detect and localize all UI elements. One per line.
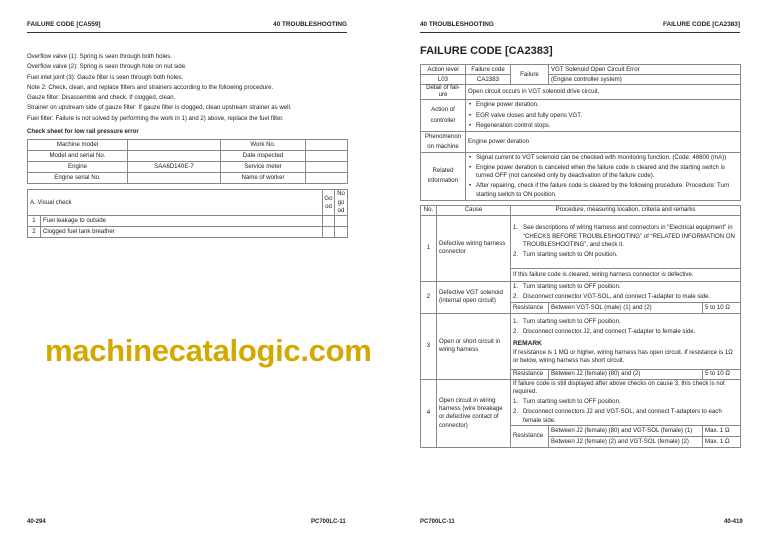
left-body-text: [27, 52, 347, 124]
cell-text: Failure: [511, 65, 549, 85]
cell-text: VGT Solenoid Open Circuit Error: [549, 65, 741, 75]
left-page-header: [27, 21, 347, 33]
cell-text: If failure code is still displayed after above checks on cause 3, this check is not required.: [513, 379, 725, 395]
table-row: 3 Open or short circuit in wiring harness 1. Turn starting switch to OFF position. 2. Disconnect connector J2, and connect T-adapter to female side. REMARK If resistance is 1 MΩ or higher, wiring harness has open circuit. If resistance is 1Ω or below, wiring harness has short circuit.: [421, 313, 741, 369]
cell-text: 2: [421, 281, 437, 313]
cell-text: [306, 151, 348, 162]
text-line: Fuel inlet joint (3): Gauze filter is seen through both holes.: [27, 73, 184, 81]
cell-text: [128, 140, 221, 151]
cell-text: Disconnect connector J2, and connect T-adapter to female side.: [523, 327, 696, 335]
cell-text: Resistance: [511, 369, 549, 379]
cell-text: Phenomenon on machine: [421, 132, 466, 153]
cell-text: Service meter: [221, 162, 306, 173]
cell-text: If this failure code is cleared, wiring harness connector is defective.: [511, 268, 741, 281]
right-page-header: [420, 21, 740, 33]
text-line: Strainer on upstream side of gauze filter: If gauze filter is clogged, clean upstream strainer as well.: [27, 104, 292, 112]
header-section: FAILURE CODE [CA2383]: [662, 21, 740, 29]
cell-text: • Regeneration control stops.: [468, 121, 738, 131]
page-number: 40-419: [724, 519, 743, 525]
watermark: machinecatalogic.com: [45, 333, 372, 368]
table-row: [28, 216, 348, 227]
cell-text: Action level: [421, 65, 466, 75]
table-row: [28, 162, 348, 173]
model-footer: PC700LC-11: [420, 519, 455, 525]
cell-text: • Engine power deration.: [468, 100, 738, 110]
cell-text: • Signal current to VGT solenoid can be checked with monitoring function. (Code: 48600 (mA)): [468, 154, 738, 162]
text-line: Note 2: Check, clean, and replace filters and strainers according to the following procedure.: [27, 83, 274, 91]
cell-text: 3: [421, 313, 437, 379]
text-line: Gauze filter: Disassemble and check. If clogged, clean.: [27, 94, 176, 102]
cell-text: L03: [421, 75, 466, 85]
page-number: 40-294: [27, 519, 46, 525]
cell-text: Name of worker: [221, 173, 306, 184]
cell-text: Date inspected: [221, 151, 306, 162]
cell-text: SAA6D140E-7: [128, 162, 221, 173]
table-row: [28, 151, 348, 162]
cell-text: 1: [28, 216, 41, 227]
cell-text: Procedure, measuring location, criteria and remarks: [511, 205, 741, 215]
cell-text: 1: [421, 215, 437, 281]
cell-text: Detail of fail-ure: [421, 85, 466, 100]
good-checkbox[interactable]: [323, 227, 335, 238]
no-good-checkbox[interactable]: [335, 227, 348, 238]
info-table: [27, 139, 348, 184]
cell-text: Between J2 (female) (80) and (2): [549, 369, 703, 379]
table-row: 2 Defective VGT solenoid (internal open circuit) 1. Turn starting switch to OFF position. 2. Disconnect connector VGT-SOL, and connect T-adapter to male side.: [421, 281, 741, 302]
header-chapter: 40 TROUBLESHOOTING: [420, 21, 494, 29]
cell-text: Open or short circuit in wiring harness: [437, 313, 511, 379]
cell-text: [306, 162, 348, 173]
cause-table: [420, 205, 741, 448]
cell-text: 2: [28, 227, 41, 238]
cell-text: Machine model: [28, 140, 128, 151]
cell-text: Resistance: [511, 302, 549, 313]
cell-text: 5 to 10 Ω: [703, 302, 741, 313]
cell-text: Between VGT-SOL (male) (1) and (2): [549, 302, 703, 313]
cell-text: Clogged fuel tank breather: [41, 227, 323, 238]
table-row: [28, 227, 348, 238]
cell-text: Defective VGT solenoid (internal open circuit): [437, 281, 511, 313]
cell-text: CA2383: [466, 75, 511, 85]
cell-text: Related information: [421, 152, 466, 200]
failure-info-table: [420, 64, 741, 201]
cell-text: Turn starting switch to OFF position.: [523, 318, 621, 326]
cell-text: Turn starting switch to OFF position.: [523, 283, 621, 291]
page-title: FAILURE CODE [CA2383]: [420, 45, 553, 57]
text-line: Fuel filter: Failure is not solved by performing the work in 1) and 2) above, replace the fuel filter.: [27, 114, 284, 122]
cell-text: Resistance: [511, 425, 549, 447]
cell-text: No go od: [335, 190, 348, 216]
text-line: Overflow valve (1): Spring is seen through both holes.: [27, 53, 172, 60]
cell-text: Turn starting switch to OFF position.: [523, 398, 621, 406]
cell-text: • Engine power deration is canceled when the failure code is cleared and the starting switch is turned OFF (not canceled only by deactivation of the failure code).: [468, 164, 738, 180]
right-page-content: [420, 45, 740, 448]
left-page-content: [27, 52, 347, 238]
cell-text: Fuel leakage to outside: [41, 216, 323, 227]
header-section: FAILURE CODE [CA559]: [27, 21, 101, 29]
cell-text: Engine serial No.: [28, 173, 128, 184]
cell-text: Open circuit occurs in VGT solenoid drive circuit.: [466, 85, 741, 100]
cell-text: Disconnect connectors J2 and VGT-SOL, and connect T-adapters to each female side.: [523, 408, 722, 424]
cell-text: [128, 151, 221, 162]
cell-text: No.: [421, 205, 437, 215]
cell-text: Cause: [437, 205, 511, 215]
cell-text: Between J2 (female) (80) and VGT-SOL (female) (1): [549, 425, 703, 436]
cell-text: [306, 173, 348, 184]
cell-text: REMARK: [513, 339, 542, 347]
cell-text: Turn starting switch to ON position.: [523, 250, 618, 258]
cell-text: Model and serial No.: [28, 151, 128, 162]
cell-text: Work No.: [221, 140, 306, 151]
cell-text: Defective wiring harness connector: [437, 215, 511, 281]
header-chapter: 40 TROUBLESHOOTING: [273, 21, 347, 29]
table-row: [28, 140, 348, 151]
cell-text: Max. 1 Ω: [703, 425, 741, 436]
cell-text: If resistance is 1 MΩ or higher, wiring harness has open circuit. If resistance is 1Ω or below, wiring harness has short circuit.: [513, 349, 733, 365]
visual-check-table: [27, 189, 348, 238]
text-line: Overflow valve (2): Spring is seen through hole on nut side.: [27, 63, 187, 71]
cell-text: Engine power deration: [466, 132, 741, 153]
cell-text: • After repairing, check if the failure code is cleared by the following procedure. Procedure: Turn starting switch to ON position.: [468, 182, 738, 198]
cell-text: Open circuit in wiring harness (wire breakage or defective contact of connector): [437, 379, 511, 447]
cell-text: [128, 173, 221, 184]
good-checkbox[interactable]: [323, 216, 335, 227]
cell-text: Failure code: [466, 65, 511, 75]
cell-text: Engine: [28, 162, 128, 173]
cell-text: (Engine controller system): [549, 75, 741, 85]
no-good-checkbox[interactable]: [335, 216, 348, 227]
cell-text: • EGR valve closes and fully opens VGT.: [468, 111, 738, 121]
table-row: 4 Open circuit in wiring harness (wire breakage or defective contact of connector) If failure code is still displayed after above checks on cause 3, this check is not required. 1. Turn starting switch to OFF position. 2. Disconnect connectors J2 and VGT-SOL, and connect T-adapters to each female side.: [421, 379, 741, 425]
model-footer: PC700LC-11: [311, 519, 346, 525]
table-row: 1 Defective wiring harness connector 1. See descriptions of wiring harness and connectors in “Electrical equipment” in “CHECKS BEFORE TROUBLESHOOTING” of “RELATED INFORMATION ON TROUBLESHOOTING”, and check it. 2. Turn starting switch to ON position.: [421, 215, 741, 268]
cell-text: Action of controller: [421, 100, 466, 132]
cell-text: 4: [421, 379, 437, 447]
cell-text: Disconnect connector VGT-SOL, and connect T-adapter to male side.: [523, 292, 711, 300]
cell-text: 5 to 10 Ω: [703, 369, 741, 379]
cell-text: See descriptions of wiring harness and connectors in “Electrical equipment” in “CHECKS BEFORE TROUBLESHOOTING” of “RELATED INFORMATION ON TROUBLESHOOTING”, and check it.: [523, 224, 735, 248]
table-row: [28, 173, 348, 184]
cell-text: [306, 140, 348, 151]
check-sheet-title: Check sheet for low rail pressure error: [27, 128, 139, 136]
cell-text: Max. 1 Ω: [703, 436, 741, 447]
cell-text: Go od: [323, 190, 335, 216]
cell-text: Between J2 (female) (2) and VGT-SOL (female) (2): [549, 436, 703, 447]
cell-text: A. Visual check: [28, 190, 323, 216]
